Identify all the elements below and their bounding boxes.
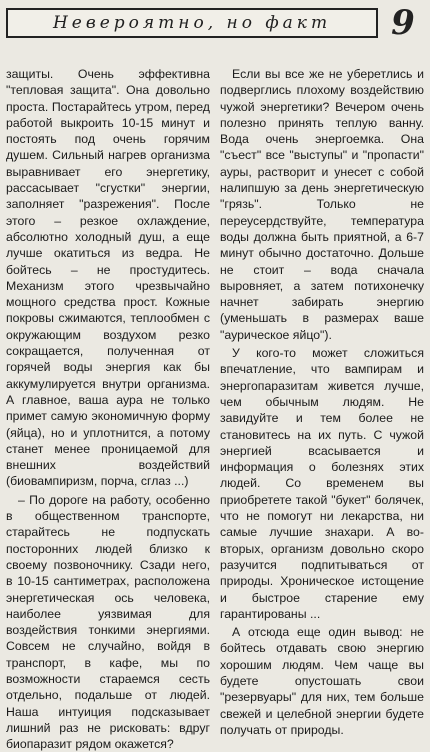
article-body — [6, 66, 424, 752]
text-column-right — [220, 66, 424, 737]
rubric-title: Невероятно, но факт — [52, 13, 332, 33]
paragraph: – По дороге на работу, особенно в общественном транспорте, старайтесь не подпускать посторонних людей близко к своему позвоночнику. Сзади него, в 10-15 сантиметрах, расположена энергетическая ось человека, наиболее уязвимая для воздействия тонкими энергиями. Совсем не случайно, войдя в транспорт, в кафе, мы по возможности стараемся сесть отдельно, подальше от людей. Наша интуиция подсказывает лишний раз не рисковать: вдруг биопаразит рядом окажется? — [6, 492, 210, 752]
paragraph: А отсюда еще один вывод: не бойтесь отдавать свою энергию хорошим людям. Чем чаще вы будете опустошать свои "резервуары" для них, тем больше свежей и целебной энергии будете получать от природы. — [220, 625, 424, 737]
rubric-box — [6, 8, 378, 38]
page-number: 9 — [391, 3, 415, 43]
page-header — [6, 4, 422, 44]
paragraph: Если вы все же не уберетлись и подверглись плохому воздействию чужой энергетики? Вечером очень полезно принять теплую ванну. Вода очень энергоемка. Она "съест" все "выступы" и "пропасти" ауры, растворит и унесет с собой налипшую за день энергетическую "грязь". Только не переусердствуйте, температура воды должна быть приятной, а 6-7 минут обычно достаточно. Дольше не стоит – вода сначала выровняет, а затем потихонечку начнет забирать энергию (уменьшать в размерах ваше "аурическое яйцо"). — [220, 67, 424, 342]
paragraph: защиты. Очень эффективна "тепловая защита". Она довольно проста. Постарайтесь утром, перед работой выкроить 10-15 минут и постоять под очень горячим душем. Сильный нагрев организма выравнивает его энергетику, рассасывает "сгустки" энергии, заполняет "разрежения". После этого – резкое охлаждение, абсолютно холодный душ, а еще лучше окатиться из ведра. Не бойтесь – не простудитесь. Механизм этого чрезвычайно мощного средства прост. Кожные покровы сжимаются, теплообмен с окружающим воздухом резко сокращается, полученная от горячей воды энергия как бы аккумулируется внутри организма. А главное, ваша аура не только примет самую экономичную форму (яйца), но и уплотнится, а потому станет менее проницаемой для внешних воздействий (биовампиризм, порча, сглаз ...) — [6, 67, 210, 489]
paragraph: У кого-то может сложиться впечатление, что вампирам и энергопаразитам живется лучше, чем обычным людям. Не завидуйте и тем более не становитесь на их путь. С чужой энергией всасывается и информация о болезнях этих людей. Со временем вы приобретете такой "букет" болячек, что не помогут ни лекарства, ни самые лучшие знахари. А во-вторых, организм довольно скоро разучится подпитываться от природы. Хроническое истощение и быстрое старение ему гарантированы ... — [220, 346, 424, 621]
text-column-left — [6, 66, 210, 752]
